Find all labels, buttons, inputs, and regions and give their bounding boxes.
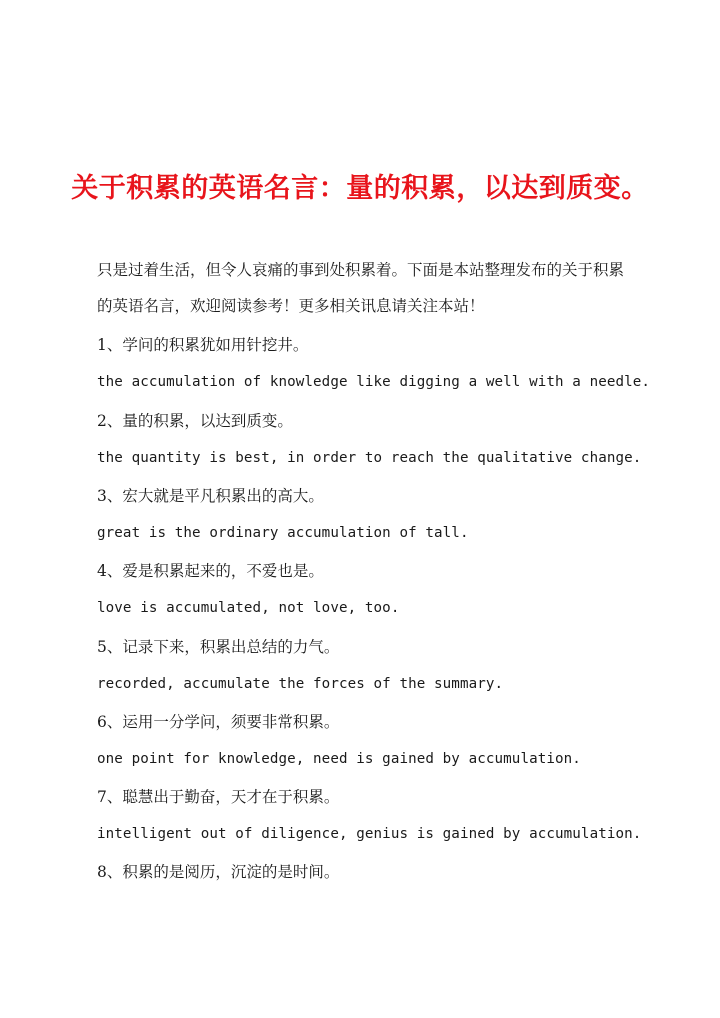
quote-6-chinese: 6、运用一分学问，须要非常积累。 (97, 713, 340, 731)
quote-7-english: intelligent out of diligence, genius is gained by accumulation. (97, 826, 642, 842)
quote-1-english: the accumulation of knowledge like digging a well with a needle. (97, 374, 651, 390)
quote-6-english: one point for knowledge, need is gained by accumulation. (97, 751, 581, 767)
quote-8-chinese: 8、积累的是阅历，沉淀的是时间。 (97, 863, 340, 881)
quote-3-chinese: 3、宏大就是平凡积累出的高大。 (97, 487, 324, 505)
quote-2-chinese: 2、量的积累，以达到质变。 (97, 412, 293, 430)
quote-4-english: love is accumulated, not love, too. (97, 600, 400, 616)
quote-2-english: the quantity is best, in order to reach the qualitative change. (97, 450, 642, 466)
quote-5-chinese: 5、记录下来，积累出总结的力气。 (97, 638, 340, 656)
document-title: 关于积累的英语名言：量的积累，以达到质变。 (71, 173, 649, 205)
quote-4-chinese: 4、爱是积累起来的，不爱也是。 (97, 562, 324, 580)
quote-7-chinese: 7、聪慧出于勤奋，天才在于积累。 (97, 788, 340, 806)
quote-3-english: great is the ordinary accumulation of tall. (97, 525, 469, 541)
quote-1-chinese: 1、学问的积累犹如用针挖井。 (97, 336, 309, 354)
quote-5-english: recorded, accumulate the forces of the summary. (97, 676, 504, 692)
intro-paragraph: 只是过着生活，但令人哀痛的事到处积累着。下面是本站整理发布的关于积累的英语名言，欢迎阅读参考！更多相关讯息请关注本站！ (97, 261, 625, 315)
